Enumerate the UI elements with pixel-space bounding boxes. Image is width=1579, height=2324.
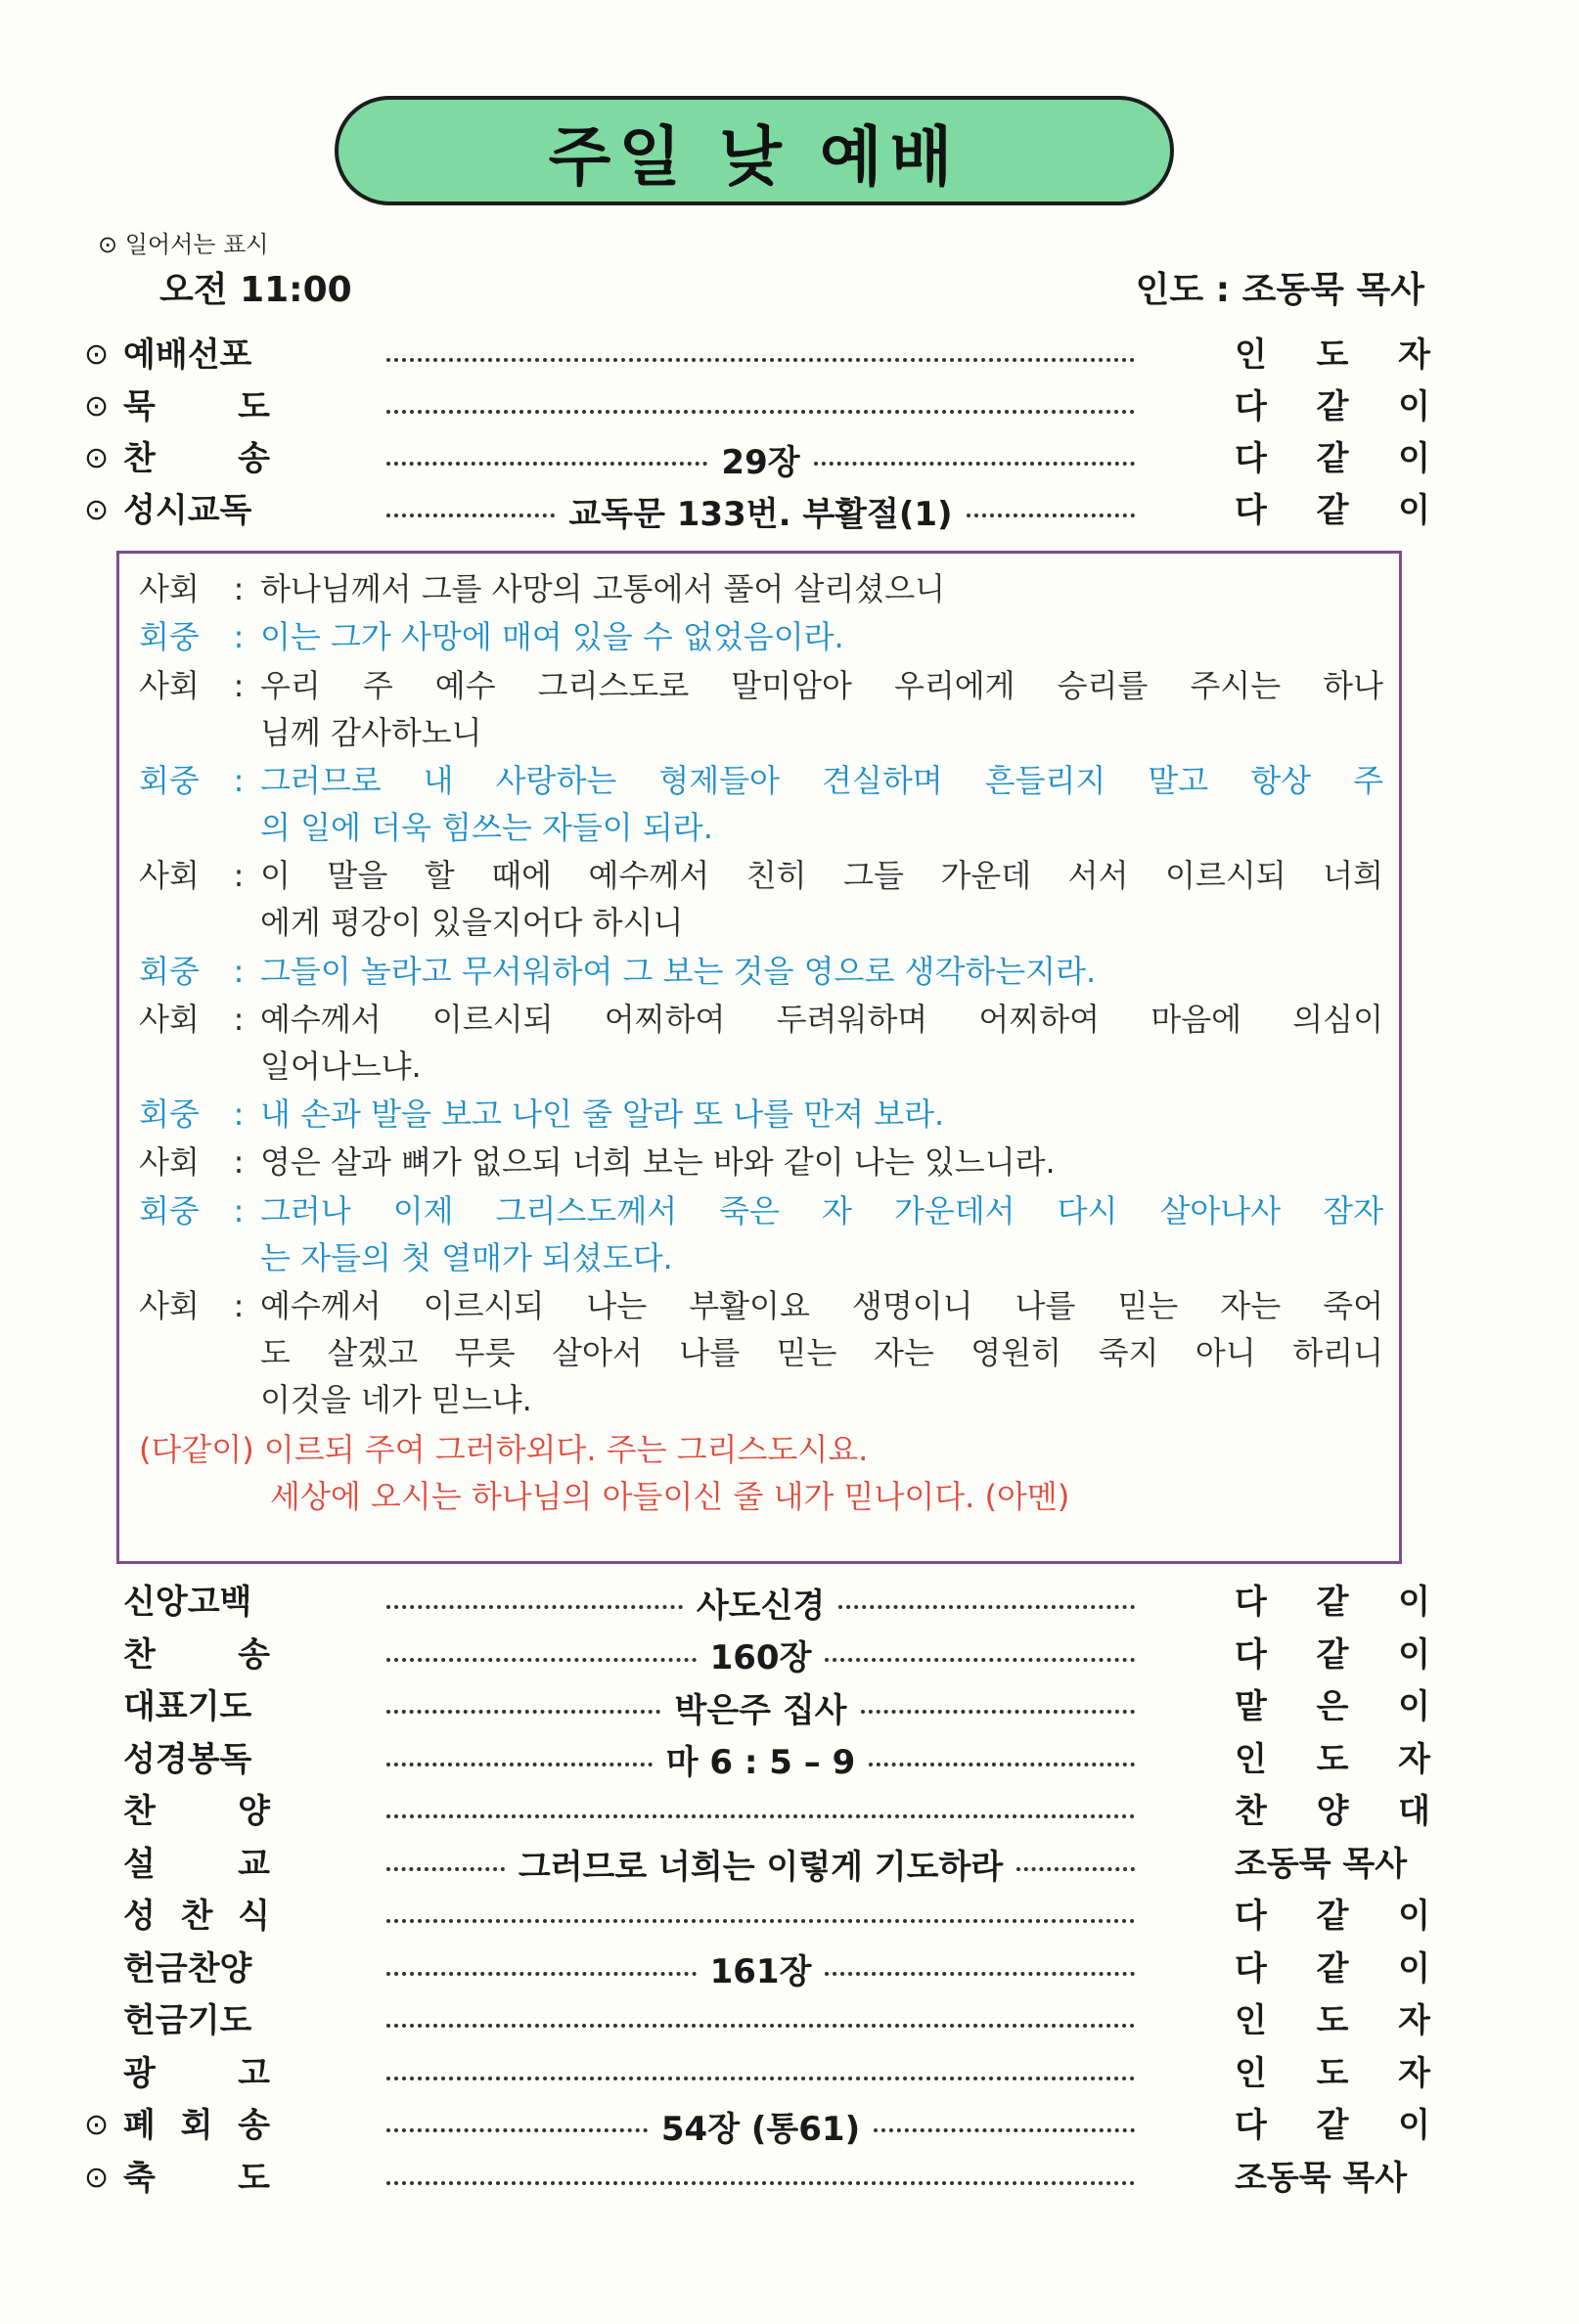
dot-leader (386, 1840, 1135, 1889)
dot-leader (386, 2049, 1135, 2098)
speaker-label: 회중 (139, 618, 200, 656)
order-item-detail: 54장 (통61) (660, 2109, 861, 2149)
order-item-person: 인 도 자 (1235, 2001, 1430, 2040)
speaker-label: 회중 (139, 1191, 200, 1229)
order-item-person: 다 같 이 (1235, 2106, 1430, 2145)
standing-mark-icon: ⊙ (84, 493, 110, 527)
leader-reading (139, 565, 1383, 612)
order-item-person: 다 같 이 (1235, 1948, 1430, 1989)
closing-confession-line: (다같이) 이르되 주여 그러하외다. 주는 그리스도시요. (139, 1431, 869, 1469)
congregation-response (139, 613, 1383, 660)
reading-text (260, 662, 1383, 756)
order-item-person: 인 도 자 (1235, 335, 1430, 375)
congregation-response (139, 948, 1383, 995)
order-item-name: 광 고 (123, 2053, 270, 2093)
order-item-person: 다 같 이 (1235, 491, 1430, 530)
dot-leader (386, 382, 1135, 431)
reading-line: 님께 감사하노니 (260, 713, 482, 751)
standing-mark-icon: ⊙ (84, 441, 110, 475)
reading-line: 일어나느냐. (260, 1047, 422, 1085)
reading-line: 그들이 놀라고 무서워하여 그 보는 것을 영으로 생각하는지라. (260, 952, 1097, 990)
order-item-name: 설 교 (123, 1844, 270, 1884)
order-row (0, 1682, 1579, 1731)
order-row (0, 1996, 1579, 2045)
order-item-person: 찬 양 대 (1235, 1792, 1430, 1831)
order-item-person: 다 같 이 (1235, 439, 1430, 478)
order-item-name: 헌금찬양 (123, 1948, 252, 1989)
reading-line: 우리 주 예수 그리스도로 말미암아 우리에게 승리를 주시는 하나 (260, 666, 1383, 704)
reading-line: 의 일에 더욱 힘쓰는 자들이 되라. (260, 808, 713, 846)
order-item-name: 찬 양 (123, 1792, 270, 1831)
reading-text (260, 1091, 1383, 1138)
standing-mark-icon: ⊙ (84, 2160, 110, 2195)
dot-leader (386, 1787, 1135, 1836)
speaker-colon: : (233, 666, 245, 704)
order-item-person: 맡 은 이 (1235, 1687, 1430, 1726)
speaker-label: 회중 (139, 952, 200, 990)
speaker-label: 사회 (139, 666, 200, 704)
order-item-person: 인 도 자 (1235, 2053, 1430, 2093)
standing-legend: ⊙ 일어서는 표시 (98, 231, 269, 258)
order-item-name: 성경봉독 (123, 1739, 252, 1779)
title-banner (335, 96, 1174, 205)
order-row (0, 486, 1579, 535)
reading-text (260, 852, 1383, 946)
order-item-person: 다 같 이 (1235, 1897, 1430, 1936)
reading-line: 이 말을 할 때에 예수께서 친히 그들 가운데 서서 이르시되 너희 (260, 857, 1383, 895)
service-time: 오전 11:00 (159, 270, 352, 310)
order-item-person: 조동묵 목사 (1235, 2158, 1408, 2198)
leader-reading (139, 662, 1383, 756)
order-item-detail: 사도신경 (696, 1586, 826, 1626)
order-item-person: 다 같 이 (1235, 1583, 1430, 1622)
reading-line: 영은 살과 뼈가 없으되 너희 보는 바와 같이 나는 있느니라. (260, 1143, 1056, 1182)
dot-leader (386, 1682, 1135, 1731)
standing-mark-icon: ⊙ (84, 2108, 110, 2142)
order-item-detail: 마 6 : 5 – 9 (665, 1743, 856, 1782)
order-item-detail: 160장 (709, 1638, 812, 1677)
dot-leader (386, 1578, 1135, 1627)
speaker-colon: : (233, 1095, 245, 1134)
speaker-colon: : (233, 570, 245, 607)
leader-reading (139, 1139, 1383, 1185)
order-item-name: 신앙고백 (123, 1583, 252, 1622)
order-item-name: 예배선포 (123, 335, 252, 375)
order-item-detail: 그러므로 너희는 이렇게 기도하라 (518, 1848, 1004, 1887)
order-item-name: 찬 송 (123, 439, 270, 478)
dot-leader (386, 1944, 1135, 1993)
order-item-detail: 교독문 133번. 부활절(1) (568, 494, 953, 534)
order-row (0, 1787, 1579, 1836)
order-row (0, 1631, 1579, 1679)
order-row (0, 331, 1579, 380)
reading-line: 하나님께서 그를 사망의 고통에서 풀어 살리셨으니 (260, 570, 946, 607)
reading-line: 예수께서 이르시되 나는 부활이요 생명이니 나를 믿는 자는 죽어 (260, 1287, 1383, 1324)
reading-line: 에게 평강이 있을지어다 하시니 (260, 904, 684, 942)
speaker-colon: : (233, 857, 245, 895)
reading-text (260, 996, 1383, 1090)
reading-line: 그러나 이제 그리스도께서 죽은 자 가운데서 다시 살아나사 잠자 (260, 1191, 1383, 1229)
order-row (0, 1944, 1579, 1993)
leader-reading (139, 852, 1383, 946)
reading-line: 예수께서 이르시되 어찌하여 두려워하며 어찌하여 마음에 의심이 (260, 1000, 1383, 1038)
order-row (0, 1840, 1579, 1889)
order-row (0, 2154, 1579, 2203)
dot-leader (386, 1735, 1135, 1784)
speaker-label: 회중 (139, 1095, 200, 1134)
reading-line: 도 살겠고 무릇 살아서 나를 믿는 자는 영원히 죽지 아니 하리니 (260, 1334, 1383, 1371)
congregation-response (139, 1187, 1383, 1281)
reading-text (260, 1139, 1383, 1185)
order-item-person: 다 같 이 (1235, 1634, 1430, 1675)
order-item-name: 대표기도 (123, 1687, 252, 1726)
reading-line: 내 손과 발을 보고 나인 줄 알라 또 나를 만져 보라. (260, 1095, 945, 1134)
congregation-response (139, 1091, 1383, 1138)
order-item-name: 성 찬 식 (123, 1897, 270, 1936)
reading-line: 는 자들의 첫 열매가 되셨도다. (260, 1238, 673, 1276)
leader-reading (139, 1282, 1383, 1423)
speaker-colon: : (233, 618, 245, 656)
closing-confession-line: 세상에 오시는 하나님의 아들이신 줄 내가 믿나이다. (아멘) (270, 1478, 1070, 1516)
dot-leader (386, 434, 1135, 483)
order-row (0, 382, 1579, 431)
order-row (0, 1735, 1579, 1784)
congregation-response (139, 757, 1383, 851)
order-item-name: 축 도 (123, 2158, 270, 2198)
page-title: 주일 낮 예배 (548, 118, 961, 195)
dot-leader (386, 331, 1135, 380)
dot-leader (386, 2154, 1135, 2203)
order-item-detail: 29장 (721, 442, 800, 482)
reading-text (260, 757, 1383, 851)
speaker-label: 사회 (139, 857, 200, 895)
order-row (0, 1578, 1579, 1627)
speaker-label: 회중 (139, 761, 200, 799)
order-row (0, 2101, 1579, 2150)
standing-mark-icon: ⊙ (84, 389, 110, 424)
order-item-name: 헌금기도 (123, 2001, 252, 2040)
dot-leader (386, 486, 1135, 535)
speaker-label: 사회 (139, 570, 200, 607)
order-item-name: 찬 송 (123, 1634, 270, 1675)
order-item-person: 조동묵 목사 (1235, 1844, 1408, 1884)
standing-mark-icon: ⊙ (84, 337, 110, 372)
speaker-colon: : (233, 1143, 245, 1182)
reading-text (260, 613, 1383, 660)
speaker-label: 사회 (139, 1143, 200, 1182)
speaker-label: 사회 (139, 1287, 200, 1324)
order-item-detail: 박은주 집사 (674, 1690, 847, 1730)
order-item-detail: 161장 (709, 1952, 812, 1991)
reading-line: 그러므로 내 사랑하는 형제들아 견실하며 흔들리지 말고 항상 주 (260, 761, 1383, 799)
dot-leader (386, 1996, 1135, 2045)
reading-line: 이것을 네가 믿느냐. (260, 1381, 532, 1418)
order-item-name: 폐 회 송 (123, 2106, 270, 2145)
dot-leader (386, 1892, 1135, 1941)
speaker-colon: : (233, 1000, 245, 1038)
speaker-colon: : (233, 952, 245, 990)
order-item-name: 묵 도 (123, 387, 270, 426)
dot-leader (386, 1631, 1135, 1679)
reading-text (260, 1187, 1383, 1281)
order-item-person: 인 도 자 (1235, 1739, 1430, 1779)
order-item-person: 다 같 이 (1235, 387, 1430, 426)
order-item-name: 성시교독 (123, 491, 252, 530)
order-row (0, 434, 1579, 483)
speaker-colon: : (233, 1287, 245, 1324)
reading-line: 이는 그가 사망에 매여 있을 수 없었음이라. (260, 618, 844, 656)
reading-text (260, 1282, 1383, 1423)
reading-text (260, 948, 1383, 995)
speaker-colon: : (233, 1191, 245, 1229)
order-row (0, 2049, 1579, 2098)
speaker-colon: : (233, 761, 245, 799)
reading-text (260, 565, 1383, 612)
service-leader: 인도 : 조동묵 목사 (1135, 270, 1424, 310)
speaker-label: 사회 (139, 1000, 200, 1038)
leader-reading (139, 996, 1383, 1090)
order-row (0, 1892, 1579, 1941)
dot-leader (386, 2101, 1135, 2150)
